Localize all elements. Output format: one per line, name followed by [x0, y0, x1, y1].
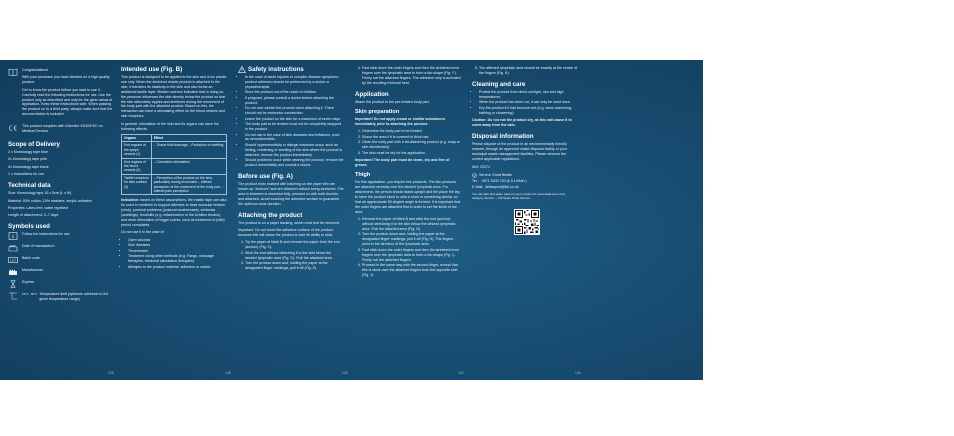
list-item: • Treatment using other methods (e.g. Fango, massage therapies, electrical stimulation therapies) — [128, 254, 227, 264]
batch-code-icon — [8, 256, 18, 264]
column-5 — [472, 66, 578, 237]
list-item: 4. Fast stick down the outer fingers and then the stretched inner fingers over the lymphatic area to form a fan shape (Fig. F). Firmly rub the attached fingers. The adhesive strip is activated by the resulting frictional heat. — [362, 66, 461, 86]
table-row — [122, 174, 227, 195]
list-item: • Do not use in the case of skin diseases and irritations, such as neurodermatitis. — [245, 133, 344, 143]
table-row — [122, 158, 227, 174]
thermometer-icon — [8, 292, 18, 300]
page-number: 132 — [458, 371, 464, 375]
tech-item: Size: Kinesiology tape 15 x 5cm (L x W) — [8, 191, 72, 196]
symbol-label: Follow the instructions for use — [22, 232, 70, 237]
list-item: 1. Tip the paper at Mark B and remove the paper from the end (anchor) (Fig. C). — [245, 240, 344, 250]
symbol-row — [8, 244, 114, 252]
intended-use-title: Intended use (Fig. B) — [121, 66, 183, 73]
list-item: • Should hypersensitivity or allergic reactions occur, such as itching, reddening or swelling of the skin where the product is attached, remove the product immediately. — [245, 143, 344, 158]
page-number: 130 — [342, 371, 348, 375]
list-item: • When the product has been cut, it can only be used once. — [479, 100, 578, 105]
list-item: • If pregnant, please consult a doctor before attaching the product. — [245, 96, 344, 106]
list-item: 3. Turn the product down and, holding the paper at the designated finger markings, pull it off (Fig. E). — [245, 261, 344, 271]
instruction-sheet — [0, 60, 703, 380]
skin-important: Important! Do not apply cream or similar substances immediately prior to attaching the product. — [355, 116, 446, 126]
table-cell: End regions of the blood vessels (2) — [122, 158, 152, 174]
tech-item: Length of attachment: 2–7 days — [8, 213, 59, 218]
list-item: 2. Shave the area if it is covered in thick hair. — [362, 135, 461, 140]
intro-line: Get to know the product before you start to use it. Carefully read the following instructions for use. Use the product only as described and only for the given areas of application. Keep these instructions safe. When passing the product on to a third party, always make sure that the documentation is included. — [22, 87, 113, 117]
dont-use-text: Do not use it in the case of: — [121, 230, 165, 235]
email-label: E-Mail: — [472, 184, 484, 189]
skin-prep-title: Skin preparation — [355, 108, 400, 115]
scope-item: 2x Kinesiology tape pink — [8, 157, 47, 162]
svg-text:LOT: LOT — [10, 258, 16, 263]
hourglass-icon — [8, 280, 18, 288]
list-item: 1. Determine the body part to be treated. — [362, 129, 461, 134]
symbol-row — [8, 268, 114, 276]
intended-use-text: In general, stimulation of the skin and its organs can have the following effects: — [121, 121, 219, 131]
cleaning-list — [472, 90, 578, 116]
scope-title: Scope of Delivery — [8, 140, 60, 148]
table-cell: Tactile receptors for skin contact (3) — [122, 174, 152, 195]
attaching-text: The product is on a paper backing, which must first be removed. — [238, 220, 341, 225]
list-item: 3. Clean the body part with a fat-dissolving product (e.g. soap or skin disinfectant). — [362, 140, 461, 150]
list-item: • Do not over-stretch the product when attaching it. There should not be excessive constriction. — [245, 106, 344, 116]
service-name: Service Great Britain — [479, 172, 513, 177]
list-item: 2. Stick the end without stretching it to the skin below the desired lymphatic area (Fig. D). Rub the attached area. — [245, 251, 344, 261]
intended-use-text: This product is designed to be applied to the skin and is for private use only. When the stretched elastic product is attached to the skin, it transfers its elasticity to the skin and also forms an additional tactile layer. Modern science indicates that in doing so, the pressure influences the skin directly below the product so that the skin alternately ripples and stretches during the movement of the body part with the attached product. Based on this, the interaction can have a stimulating effect on the blood vessels and skin receptors. — [121, 75, 227, 119]
list-item: 2. Turn the product down and, holding the paper at the designated finger markings, pull it off (Fig. H). The fingers point in the direction of the lymphatic area. — [362, 232, 461, 247]
list-item: • Thromboses — [128, 249, 227, 254]
open-book-icon — [8, 68, 18, 76]
safety-list — [238, 75, 344, 168]
scope-item: 2 x Kinesiology tape blue — [8, 149, 48, 154]
symbol-row — [8, 232, 114, 240]
list-item: • Leave the product on the skin for a maximum of seven days. — [245, 117, 344, 122]
intro-line: With your purchase you have decided on a high-quality product. — [22, 75, 110, 85]
intro-line: Congratulations! — [22, 68, 49, 72]
table-cell: – Tissue fluid drainage – Reduction of swelling — [151, 142, 226, 158]
directive-text: This product complies with Directive 93/42/EEC on Medical Devices. — [22, 123, 103, 133]
scope-item: 4x Kinesiology tape black — [8, 164, 49, 169]
safety-title: Safety instructions — [248, 66, 304, 73]
table-cell: End regions of the lymph vessels (1) — [122, 142, 152, 158]
list-item: 1. Remove the paper at Mark B and stick the end (anchor) without stretching it to the skin below the desired lymphatic area. Rub the attached area (Fig. G). — [362, 217, 461, 232]
attaching-text: Important: Do not touch the adhesive surface of the product because this will cause the product to lose its ability to stick. — [238, 228, 334, 237]
list-item: • In the case of acute injuries or complex disease symptoms, product adhesion should be performed by a doctor or physiotherapist. — [245, 75, 344, 90]
directive-block — [8, 124, 114, 136]
table-cell: – Circulation stimulation — [151, 158, 226, 174]
list-item: • Store the product out of the reach of children. — [245, 90, 344, 95]
table-header: Effect — [151, 134, 226, 141]
service-icon — [472, 173, 477, 178]
list-item: • Dry the product if it has become wet (e.g. when swimming, bathing or showering) — [479, 106, 578, 116]
temp-low: 15°C — [22, 292, 29, 297]
list-item: 4. The skin must be dry for the application. — [362, 151, 461, 156]
ian-number: IAN: 22071 — [472, 165, 490, 170]
column-2 — [121, 66, 227, 272]
list-item: 4. Proceed in the same way with the second finger, except that this is stuck over the attached fingers from the opposite side (Fig. J). — [362, 263, 461, 278]
attaching-steps — [238, 240, 344, 271]
ce-mark-icon — [8, 124, 18, 132]
tech-item: Properties: Latex-free, water repellent — [8, 205, 69, 210]
attaching-title: Attaching the product — [238, 211, 303, 219]
page-number: 134 — [575, 371, 581, 375]
list-item: • Protect the product from direct sunlight, rain and high temperatures. — [479, 90, 578, 100]
caution-text: Caution: Do not rub the product dry, as this will cause it to come away from the skin. — [472, 118, 572, 127]
before-use-text: The product ends marked with hatching on the paper film are known as "anchors" and are attached without being stretched. The area in between is stretched fully, pressed on with both thumbs and attached. Avoid touching the adhesive surface to guarantee the optimum wear duration. — [238, 182, 344, 206]
indications-body: based on these assumptions, the elastic tape can also be used in medicine to support attempts to treat muscular tension (neck), postural problems (postural weaknesses), oedemas (swellings), tendinitis (e.g. inflammation of the Achilles tendon), and mere stimulation of trigger points, such as treatment of (mild) period complaints. — [121, 198, 227, 227]
tel-number: 0871 5000 720 (£ 0.10/Min.) — [481, 178, 527, 183]
thigh-steps-cont — [472, 66, 578, 76]
safety-title-row — [238, 66, 344, 73]
dont-use-list — [121, 238, 227, 270]
symbol-row — [8, 292, 114, 302]
attaching-steps-cont — [355, 66, 461, 86]
cleaning-title: Cleaning and care — [472, 80, 526, 88]
column-3 — [238, 66, 344, 273]
symbols-title: Symbols used — [8, 223, 50, 231]
list-item: • Open wounds — [128, 238, 227, 243]
effects-table — [121, 134, 227, 195]
list-item: 5. The affected lymphatic area should be exactly at the centre of the fingers (Fig. K). — [479, 66, 578, 76]
disposal-text: Please dispose of the product in an environmentally friendly manner, through an approved waste disposal facility or your municipal waste management facilities. Please observe the current applicable regulations. — [472, 141, 567, 161]
indications-label: Indication: — [121, 198, 140, 203]
table-header-row — [122, 134, 227, 141]
symbol-row — [8, 256, 114, 264]
symbol-label: Temperature limit (optimum adhesion in the given temperature range) — [39, 292, 109, 302]
table-header: Organs — [122, 134, 152, 141]
page-number: 126 — [108, 371, 114, 375]
symbol-label: Date of manufacture — [22, 244, 55, 249]
application-title: Application — [355, 90, 389, 98]
thigh-title: Thigh — [355, 171, 371, 178]
service-email — [472, 185, 578, 190]
application-text: Attach the product to the pre-treated body part. — [355, 99, 430, 104]
qr-wrapper — [514, 203, 578, 237]
email-address: deltasport@lidl.co.uk — [485, 184, 519, 189]
thigh-steps — [355, 217, 461, 278]
list-item: • Skin diseases — [128, 243, 227, 248]
instructions-icon — [8, 232, 18, 240]
skin-important-2: Important! The body part must be clean, dry and free of grease. — [355, 158, 450, 167]
table-cell: – Perception of the product on the skin, particularly during movement – Altered perception of the movement of the body part – Altered pain perception — [151, 174, 226, 195]
list-item: • The body part to be treated must not be completely strapped in the product. — [245, 122, 344, 132]
thigh-text: For this application, you require two products. The two products are attached centrally over the desired lymphatic area. For attachment, the person should stand upright and the place the leg to have the product stuck to onto a chair or something similar, so that an approximate 90-degree angle is formed. It is important that the outer fingers are attached first in order to set the limits of the area. — [355, 180, 461, 214]
tel-label: Tel.: — [472, 178, 479, 183]
service-row — [472, 173, 578, 178]
table-row — [122, 142, 227, 158]
column-1 — [8, 66, 114, 306]
page-number: 128 — [225, 371, 231, 375]
skin-steps — [355, 129, 461, 155]
temp-high: 30°C — [30, 292, 38, 297]
spare-parts-text: You can also find spare parts for your product at: www.delta-sport.com, category Service – Lidl Spare Parts Service. — [472, 192, 567, 201]
column-4 — [355, 66, 461, 280]
intro-block — [8, 68, 114, 120]
tech-item: Material: 90% cotton, 10% elastane, acrylic adhesive — [8, 198, 93, 203]
symbol-label: Batch code — [22, 256, 40, 261]
scope-item: 1 x Instructions for use — [8, 172, 45, 177]
tech-title: Technical data — [8, 182, 51, 190]
service-tel — [472, 179, 578, 184]
symbol-label: Expires — [22, 280, 34, 285]
symbol-row — [8, 280, 114, 288]
list-item: • Should problems occur while wearing the product, remove the product immediately and consult a doctor. — [245, 158, 344, 168]
qr-code-icon — [514, 209, 540, 235]
manufacturer-icon — [8, 268, 18, 276]
warning-icon — [238, 66, 246, 73]
manufacture-date-icon — [8, 244, 18, 252]
before-use-title: Before use (Fig. A) — [238, 173, 293, 181]
list-item: • Allergies to the product material, adhesive or carrier — [128, 265, 227, 270]
list-item: 3. Fast stick down the outer fingers and then the stretched inner fingers over the lymphatic area to form a fan shape (Fig. I). Firmly rub the attached fingers. — [362, 248, 461, 263]
indications-text — [121, 198, 227, 227]
symbol-label: Manufacturer — [22, 268, 44, 273]
disposal-title: Disposal information — [472, 132, 534, 140]
